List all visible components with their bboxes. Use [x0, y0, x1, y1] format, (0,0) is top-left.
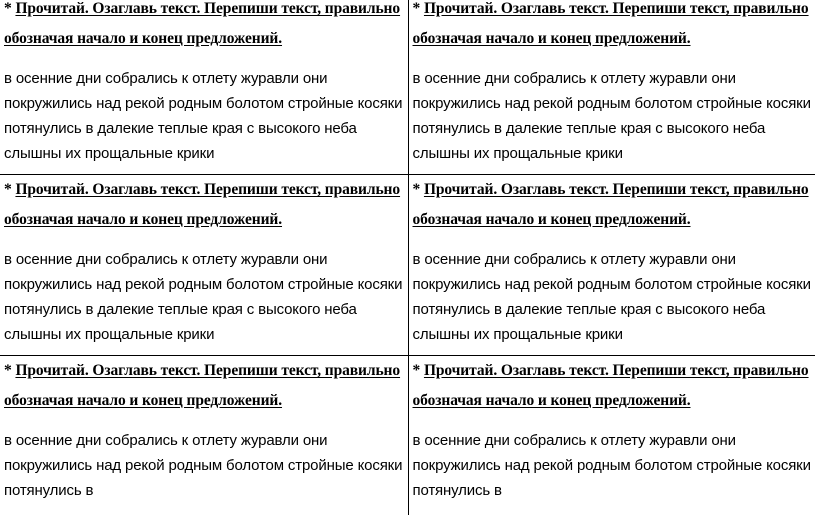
task-text: Прочитай. Озаглавь текст. Перепиши текст, правильно обозначая начало и конец предложений.: [4, 181, 401, 228]
task-passage: в осенние дни собрались к отлету журавли они покружились над рекой родным болотом стройные косяки потянулись в: [4, 432, 403, 499]
task-instruction: [4, 0, 404, 54]
task-card: [408, 175, 815, 356]
task-passage: в осенние дни собрались к отлету журавли они покружились над рекой родным болотом стройные косяки потянулись в далекие теплые края с высокого неба слышны их прощальные крики: [4, 70, 403, 162]
task-instruction: [4, 175, 404, 235]
task-instruction: [413, 175, 812, 235]
task-star: *: [412, 362, 421, 379]
task-passage: в осенние дни собрались к отлету журавли они покружились над рекой родным болотом стройные косяки потянулись в далекие теплые края с высокого неба слышны их прощальные крики: [412, 70, 811, 162]
task-text: Прочитай. Озаглавь текст. Перепиши текст, правильно обозначая начало и конец предложений.: [412, 181, 809, 228]
task-instruction: [413, 0, 812, 54]
table-row: [0, 0, 815, 175]
table-row: [0, 356, 815, 515]
task-instruction: [4, 356, 404, 416]
table-row: [0, 175, 815, 356]
task-card: [408, 356, 815, 515]
task-passage: в осенние дни собрались к отлету журавли они покружились над рекой родным болотом стройные косяки потянулись в далекие теплые края с высокого неба слышны их прощальные крики: [4, 251, 403, 343]
task-card: [0, 356, 408, 515]
task-text: Прочитай. Озаглавь текст. Перепиши текст, правильно обозначая начало и конец предложений.: [4, 362, 401, 409]
task-star: *: [412, 181, 421, 198]
task-text: Прочитай. Озаглавь текст. Перепиши текст, правильно обозначая начало и конец предложений.: [412, 0, 809, 47]
task-instruction: [413, 356, 812, 416]
task-card: [0, 0, 408, 175]
task-star: *: [4, 362, 12, 379]
task-star: *: [4, 0, 12, 17]
task-passage: в осенние дни собрались к отлету журавли они покружились над рекой родным болотом стройные косяки потянулись в: [412, 432, 811, 499]
task-passage: в осенние дни собрались к отлету журавли они покружились над рекой родным болотом стройные косяки потянулись в далекие теплые края с высокого неба слышны их прощальные крики: [412, 251, 811, 343]
task-star: *: [4, 181, 12, 198]
task-text: Прочитай. Озаглавь текст. Перепиши текст, правильно обозначая начало и конец предложений.: [412, 362, 809, 409]
task-text: Прочитай. Озаглавь текст. Перепиши текст, правильно обозначая начало и конец предложений.: [4, 0, 401, 47]
task-card: [0, 175, 408, 356]
task-card: [408, 0, 815, 175]
task-star: *: [412, 0, 421, 17]
